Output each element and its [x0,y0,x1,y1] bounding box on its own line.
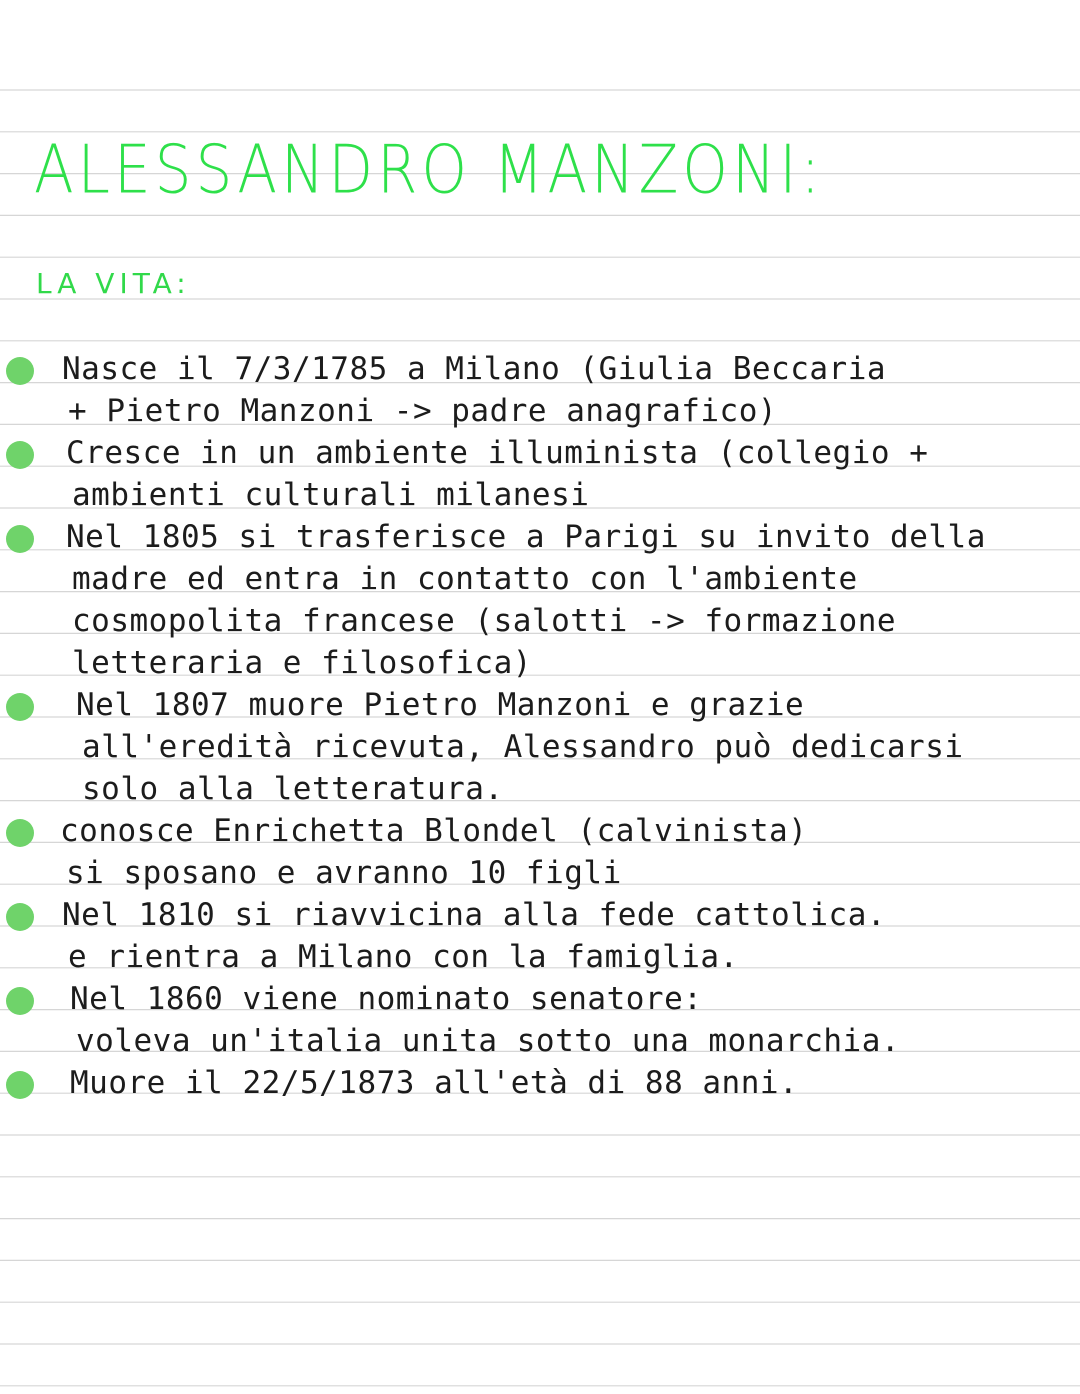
section-heading-la-vita: LA VITA: [36,267,191,300]
list-item [0,516,1080,684]
bullet-dot-icon [6,987,34,1015]
list-item [0,978,1080,1062]
list-item-text: cosmopolita francese (salotti -> formazione [72,603,897,639]
bullet-dot-icon [6,1071,34,1099]
list-item-text: Nel 1810 si riavvicina alla fede cattolica. [62,897,887,933]
bullet-dot-icon [6,441,34,469]
bullet-dot-icon [6,357,34,385]
list-item-text: all'eredità ricevuta, Alessandro può dedicarsi [82,729,964,765]
list-item-text: conosce Enrichetta Blondel (calvinista) [60,813,808,849]
list-item-text: Cresce in un ambiente illuminista (collegio + [66,435,929,471]
bullet-dot-icon [6,903,34,931]
bullet-dot-icon [6,525,34,553]
list-item-text: voleva un'italia unita sotto una monarchia. [76,1023,901,1059]
list-item-text: letteraria e filosofica) [72,645,532,681]
list-item [0,810,1080,894]
list-item [0,894,1080,978]
list-item [0,348,1080,432]
list-item-text: solo alla letteratura. [82,771,504,807]
list-item-text: Nasce il 7/3/1785 a Milano (Giulia Beccaria [62,351,887,387]
page-title: ALESSANDRO MANZONI: [34,130,824,209]
bullet-dot-icon [6,819,34,847]
biography-bullet-list [0,348,1080,1104]
list-item-text: Nel 1807 muore Pietro Manzoni e grazie [76,687,805,723]
list-item-text: si sposano e avranno 10 figli [66,855,622,891]
list-item [0,684,1080,810]
list-item [0,1062,1080,1104]
list-item-text: + Pietro Manzoni -> padre anagrafico) [68,393,778,429]
list-item-text: Nel 1805 si trasferisce a Parigi su invito della [66,519,986,555]
list-item-text: Muore il 22/5/1873 all'età di 88 anni. [70,1065,799,1101]
list-item-text: Nel 1860 viene nominato senatore: [70,981,703,1017]
list-item-text: madre ed entra in contatto con l'ambiente [72,561,858,597]
list-item-text: ambienti culturali milanesi [72,477,590,513]
list-item-text: e rientra a Milano con la famiglia. [68,939,739,975]
bullet-dot-icon [6,693,34,721]
list-item [0,432,1080,516]
